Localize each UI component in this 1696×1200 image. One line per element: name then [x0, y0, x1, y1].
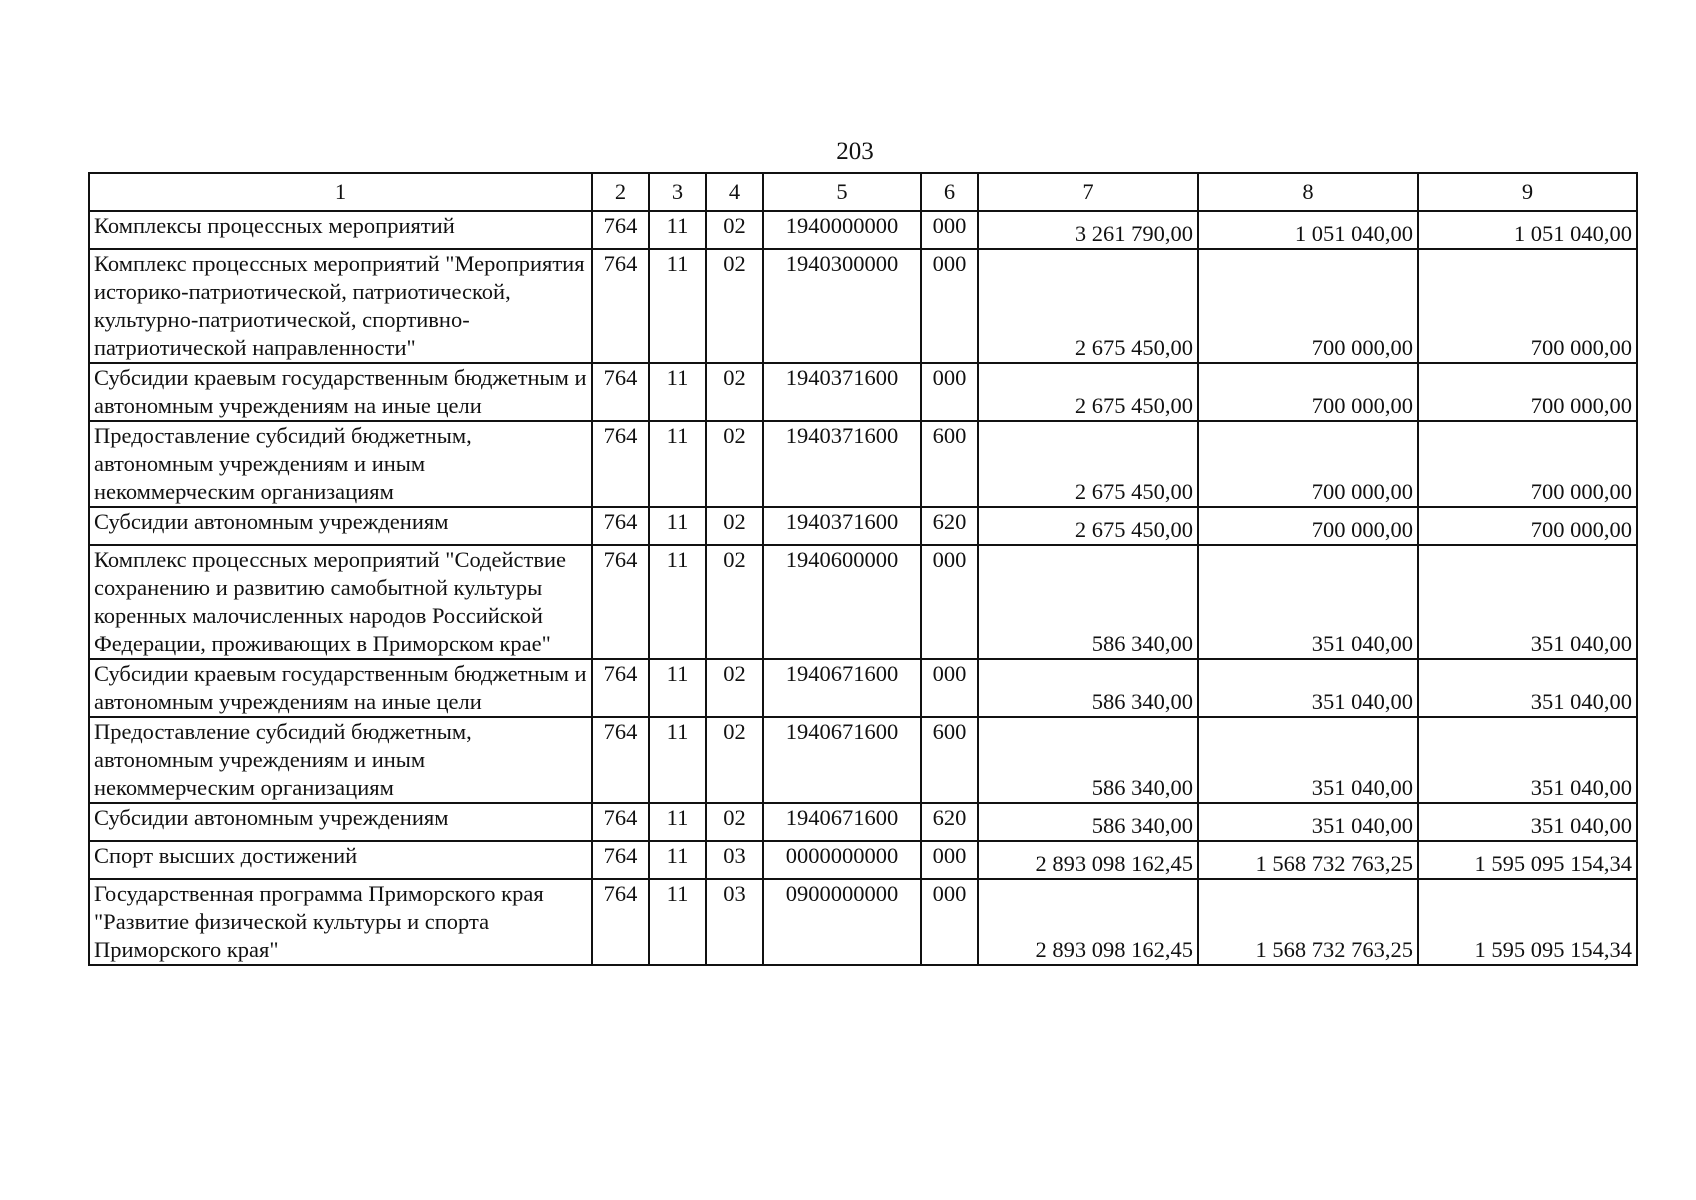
amount-year-3: 351 040,00	[1418, 659, 1637, 717]
amount-year-3: 1 595 095 154,34	[1418, 841, 1637, 879]
page-number: 203	[836, 138, 874, 165]
section-code: 11	[649, 841, 706, 879]
subsection-code: 02	[706, 545, 763, 659]
expense-type-code: 000	[921, 249, 978, 363]
amount-year-2: 351 040,00	[1198, 717, 1418, 803]
column-header: 9	[1418, 173, 1637, 211]
section-code: 11	[649, 363, 706, 421]
amount-year-3: 700 000,00	[1418, 363, 1637, 421]
amount-year-3: 700 000,00	[1418, 507, 1637, 545]
table-row	[89, 545, 1637, 659]
column-header: 8	[1198, 173, 1418, 211]
row-name: Комплексы процессных мероприятий	[89, 211, 592, 249]
expense-type-code: 600	[921, 421, 978, 507]
row-name: Субсидии краевым государственным бюджетным и автономным учреждениям на иные цели	[89, 363, 592, 421]
target-article-code: 0900000000	[763, 879, 921, 965]
amount-year-1: 2 675 450,00	[978, 249, 1198, 363]
subsection-code: 02	[706, 421, 763, 507]
table-row	[89, 803, 1637, 841]
row-name: Спорт высших достижений	[89, 841, 592, 879]
amount-year-3: 351 040,00	[1418, 545, 1637, 659]
amount-year-2: 700 000,00	[1198, 421, 1418, 507]
amount-year-2: 351 040,00	[1198, 659, 1418, 717]
table-row	[89, 841, 1637, 879]
amount-year-1: 3 261 790,00	[978, 211, 1198, 249]
subsection-code: 03	[706, 879, 763, 965]
section-code: 11	[649, 249, 706, 363]
column-header: 5	[763, 173, 921, 211]
grbs-code: 764	[592, 421, 649, 507]
target-article-code: 1940671600	[763, 803, 921, 841]
target-article-code: 1940300000	[763, 249, 921, 363]
section-code: 11	[649, 545, 706, 659]
target-article-code: 1940371600	[763, 363, 921, 421]
subsection-code: 02	[706, 363, 763, 421]
row-name: Комплекс процессных мероприятий "Мероприятия историко-патриотической, патриотической, культурно-патриотической, спортивно-патриотической направленности"	[89, 249, 592, 363]
amount-year-3: 700 000,00	[1418, 421, 1637, 507]
amount-year-3: 1 595 095 154,34	[1418, 879, 1637, 965]
table-row	[89, 211, 1637, 249]
subsection-code: 03	[706, 841, 763, 879]
grbs-code: 764	[592, 507, 649, 545]
grbs-code: 764	[592, 545, 649, 659]
amount-year-3: 1 051 040,00	[1418, 211, 1637, 249]
target-article-code: 1940371600	[763, 507, 921, 545]
column-header: 7	[978, 173, 1198, 211]
section-code: 11	[649, 421, 706, 507]
amount-year-2: 1 051 040,00	[1198, 211, 1418, 249]
column-header: 1	[89, 173, 592, 211]
target-article-code: 1940671600	[763, 659, 921, 717]
subsection-code: 02	[706, 211, 763, 249]
expense-type-code: 000	[921, 879, 978, 965]
amount-year-2: 351 040,00	[1198, 803, 1418, 841]
row-name: Субсидии автономным учреждениям	[89, 507, 592, 545]
grbs-code: 764	[592, 841, 649, 879]
section-code: 11	[649, 659, 706, 717]
subsection-code: 02	[706, 249, 763, 363]
expense-type-code: 620	[921, 507, 978, 545]
target-article-code: 1940371600	[763, 421, 921, 507]
amount-year-2: 700 000,00	[1198, 363, 1418, 421]
row-name: Государственная программа Приморского края "Развитие физической культуры и спорта Приморского края"	[89, 879, 592, 965]
expense-type-code: 600	[921, 717, 978, 803]
amount-year-3: 351 040,00	[1418, 803, 1637, 841]
amount-year-1: 2 675 450,00	[978, 363, 1198, 421]
amount-year-3: 351 040,00	[1418, 717, 1637, 803]
grbs-code: 764	[592, 249, 649, 363]
budget-table	[88, 172, 1638, 966]
table-row	[89, 363, 1637, 421]
column-header: 3	[649, 173, 706, 211]
grbs-code: 764	[592, 363, 649, 421]
row-name: Предоставление субсидий бюджетным, автономным учреждениям и иным некоммерческим организациям	[89, 717, 592, 803]
amount-year-1: 2 675 450,00	[978, 421, 1198, 507]
amount-year-2: 700 000,00	[1198, 507, 1418, 545]
grbs-code: 764	[592, 717, 649, 803]
target-article-code: 1940671600	[763, 717, 921, 803]
amount-year-2: 351 040,00	[1198, 545, 1418, 659]
subsection-code: 02	[706, 803, 763, 841]
section-code: 11	[649, 879, 706, 965]
table-row	[89, 717, 1637, 803]
amount-year-2: 700 000,00	[1198, 249, 1418, 363]
subsection-code: 02	[706, 507, 763, 545]
subsection-code: 02	[706, 717, 763, 803]
expense-type-code: 000	[921, 211, 978, 249]
header-row	[89, 173, 1637, 211]
column-header: 6	[921, 173, 978, 211]
section-code: 11	[649, 507, 706, 545]
column-header: 4	[706, 173, 763, 211]
expense-type-code: 620	[921, 803, 978, 841]
row-name: Предоставление субсидий бюджетным, автономным учреждениям и иным некоммерческим организациям	[89, 421, 592, 507]
amount-year-2: 1 568 732 763,25	[1198, 879, 1418, 965]
grbs-code: 764	[592, 659, 649, 717]
grbs-code: 764	[592, 211, 649, 249]
table-row	[89, 507, 1637, 545]
expense-type-code: 000	[921, 841, 978, 879]
target-article-code: 1940600000	[763, 545, 921, 659]
grbs-code: 764	[592, 803, 649, 841]
target-article-code: 0000000000	[763, 841, 921, 879]
amount-year-1: 2 893 098 162,45	[978, 879, 1198, 965]
grbs-code: 764	[592, 879, 649, 965]
table-row	[89, 249, 1637, 363]
amount-year-1: 2 675 450,00	[978, 507, 1198, 545]
column-header: 2	[592, 173, 649, 211]
table-row	[89, 879, 1637, 965]
row-name: Комплекс процессных мероприятий "Содействие сохранению и развитию самобытной культуры коренных малочисленных народов Российской Федерации, проживающих в Приморском крае"	[89, 545, 592, 659]
row-name: Субсидии краевым государственным бюджетным и автономным учреждениям на иные цели	[89, 659, 592, 717]
amount-year-3: 700 000,00	[1418, 249, 1637, 363]
amount-year-1: 586 340,00	[978, 545, 1198, 659]
amount-year-1: 2 893 098 162,45	[978, 841, 1198, 879]
section-code: 11	[649, 717, 706, 803]
expense-type-code: 000	[921, 363, 978, 421]
row-name: Субсидии автономным учреждениям	[89, 803, 592, 841]
table-row	[89, 659, 1637, 717]
expense-type-code: 000	[921, 545, 978, 659]
amount-year-1: 586 340,00	[978, 803, 1198, 841]
expense-type-code: 000	[921, 659, 978, 717]
section-code: 11	[649, 803, 706, 841]
subsection-code: 02	[706, 659, 763, 717]
target-article-code: 1940000000	[763, 211, 921, 249]
amount-year-1: 586 340,00	[978, 659, 1198, 717]
section-code: 11	[649, 211, 706, 249]
table-row	[89, 421, 1637, 507]
amount-year-1: 586 340,00	[978, 717, 1198, 803]
amount-year-2: 1 568 732 763,25	[1198, 841, 1418, 879]
